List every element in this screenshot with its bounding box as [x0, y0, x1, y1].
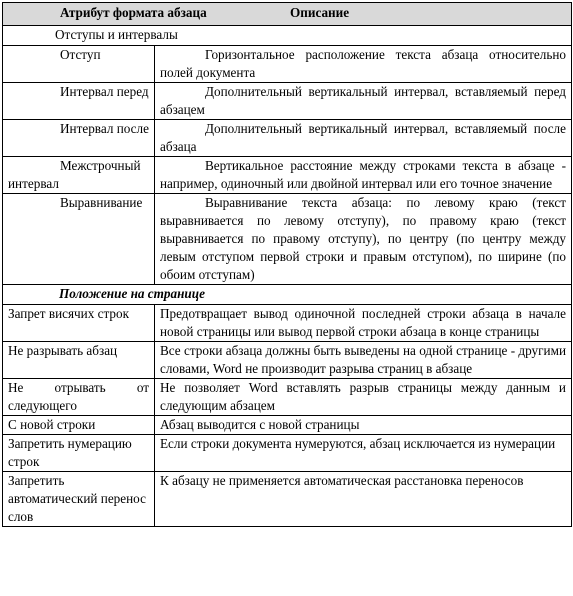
- description-cell: Не позволяет Word вставлять разрыв страницы между данным и следующим абзацем: [155, 379, 572, 416]
- description-cell: Если строки документа нумеруются, абзац исключается из нумерации: [155, 435, 572, 472]
- section-row: [3, 285, 572, 305]
- table-row: [3, 194, 572, 285]
- attribute-cell: Запретить автоматический перенос слов: [3, 472, 155, 527]
- header-cell: [3, 3, 572, 26]
- description-cell: Горизонтальное расположение текста абзаца относительно полей документа: [155, 46, 572, 83]
- attribute-cell: Выравнивание: [60, 195, 143, 210]
- description-cell: Дополнительный вертикальный интервал, вставляемый перед абзацем: [155, 83, 572, 120]
- table-header: [3, 3, 572, 26]
- attribute-cell: Не разрывать абзац: [3, 342, 155, 379]
- attribute-cell: Интервал перед: [60, 84, 149, 99]
- table-row: [3, 342, 572, 379]
- attribute-cell: С новой строки: [3, 416, 155, 435]
- table-row: [3, 472, 572, 527]
- description-cell: К абзацу не применяется автоматическая расстановка переносов: [155, 472, 572, 527]
- table-row: [3, 305, 572, 342]
- table-row: [3, 435, 572, 472]
- description-cell: Абзац выводится с новой страницы: [155, 416, 572, 435]
- attribute-cell: Межстрочный интервал: [8, 158, 141, 191]
- header-attribute: Атрибут формата абзаца: [60, 5, 207, 20]
- table-row: [3, 120, 572, 157]
- attribute-cell: Интервал после: [60, 121, 149, 136]
- section-row: [3, 26, 572, 46]
- attribute-cell: Запрет висячих строк: [3, 305, 155, 342]
- attribute-cell: Запретить нумерацию строк: [3, 435, 155, 472]
- section-title-position: Положение на странице: [3, 285, 572, 305]
- header-description: Описание: [290, 5, 350, 20]
- paragraph-format-table: [2, 2, 572, 527]
- description-cell: Вертикальное расстояние между строками текста в абзаце - например, одиночный или двойной интервал или его точное значение: [155, 157, 572, 194]
- attribute-cell: Не отрывать от следующего: [3, 379, 155, 416]
- description-cell: Выравнивание текста абзаца: по левому краю (текст выравнивается по левому отступу), по правому краю (текст выравнивается по правому отступу), по центру (по центру между левым отступом первой строки и правым отступом), по ширине (по обоим отступам): [155, 194, 572, 285]
- attribute-cell: Отступ: [3, 46, 155, 83]
- table-row: [3, 416, 572, 435]
- section-title-indents: Отступы и интервалы: [3, 26, 572, 46]
- description-cell: Все строки абзаца должны быть выведены на одной странице - другими словами, Word не производит разрыва страниц в абзаце: [155, 342, 572, 379]
- table-row: [3, 83, 572, 120]
- description-cell: Дополнительный вертикальный интервал, вставляемый после абзаца: [155, 120, 572, 157]
- table-row: [3, 46, 572, 83]
- table-row: [3, 157, 572, 194]
- description-cell: Предотвращает вывод одиночной последней строки абзаца в начале новой страницы или вывод первой строки абзаца в конце страницы: [155, 305, 572, 342]
- table-row: [3, 379, 572, 416]
